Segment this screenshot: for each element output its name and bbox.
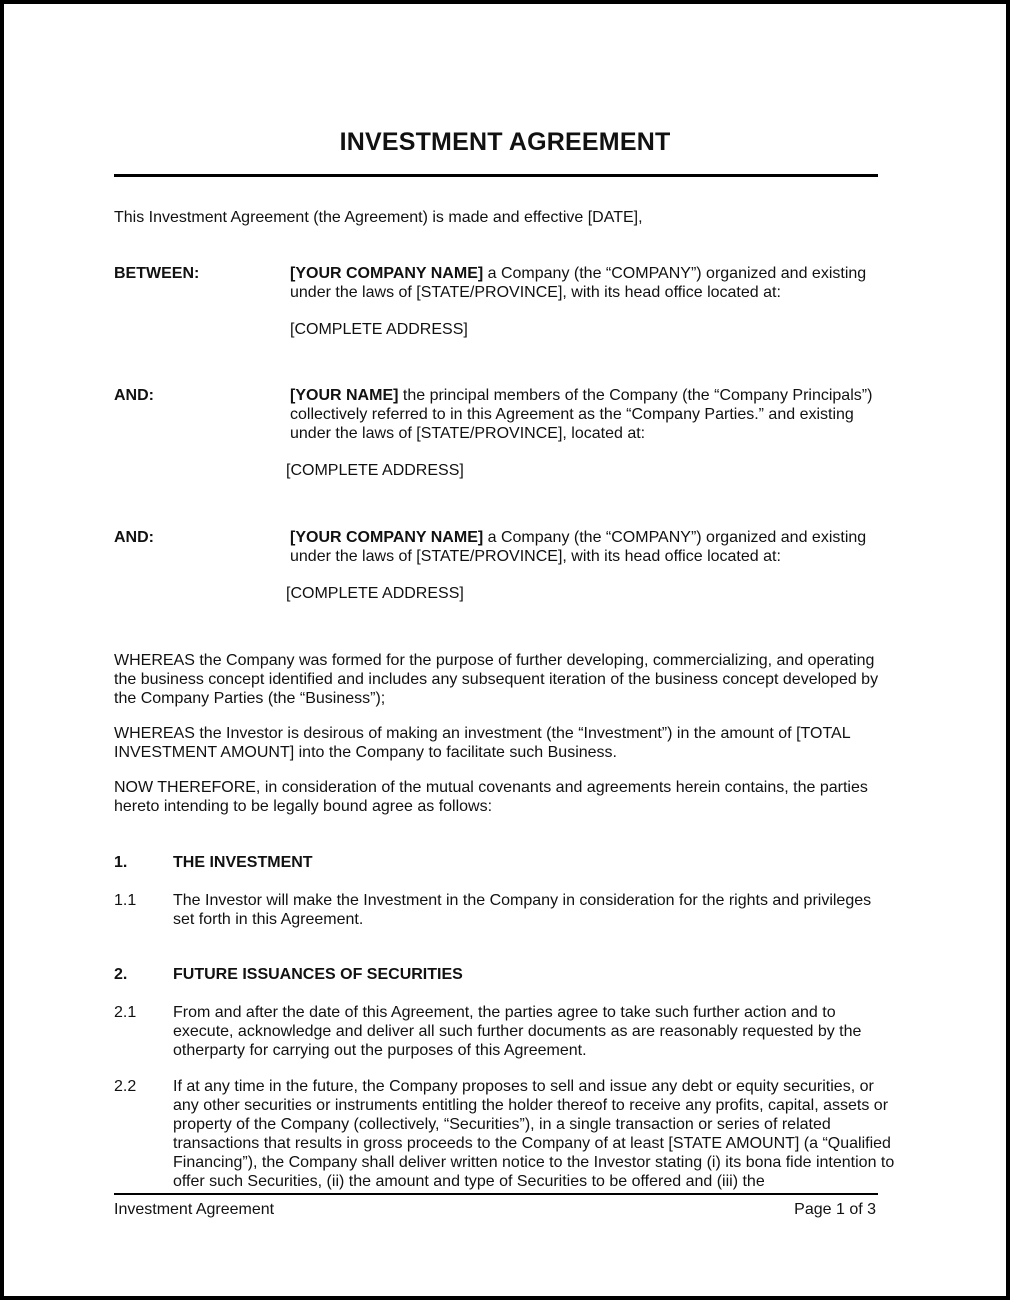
clause-number: 2.2 <box>114 1078 137 1095</box>
party-2-rest: collectively referred to in this Agreement as the “Company Parties.” and existing under the laws of [STATE/PROVINCE], located at: <box>290 406 854 442</box>
party-2-name: [YOUR NAME] <box>290 387 399 404</box>
party-3-address: [COMPLETE ADDRESS] <box>286 585 464 602</box>
recital-paragraph: WHEREAS the Investor is desirous of making an investment (the “Investment”) in the amount of [TOTAL INVESTMENT AMOUNT] into the Company to facilitate such Business. <box>114 725 851 761</box>
title-divider <box>114 174 878 177</box>
clause-text: From and after the date of this Agreement, the parties agree to take such further action and to execute, acknowledge and deliver all such further documents as are reasonably requested by the otherparty for carrying out the purposes of this Agreement. <box>173 1004 862 1059</box>
intro-paragraph: This Investment Agreement (the Agreement) is made and effective [DATE], <box>114 209 643 226</box>
party-1-rest: under the laws of [STATE/PROVINCE], with its head office located at: <box>290 284 781 301</box>
party-1-line1: a Company (the “COMPANY”) organized and existing <box>483 265 867 282</box>
party-2-line1: the principal members of the Company (the “Company Principals”) <box>398 387 873 404</box>
clause-text: If at any time in the future, the Company proposes to sell and issue any debt or equity securities, or any other securities or instruments entitling the holder thereof to receive any profits, capital, assets or property of the Company (collectively, “Securities”), in a single transaction or series of related transactions that results in gross proceeds to the Company of at least [STATE AMOUNT] (a “Qualified Financing”), the Company shall deliver written notice to the Investor stating (i) its bona fide intention to offer such Securities, (ii) the amount and type of Securities to be offered and (iii) the <box>173 1078 895 1190</box>
party-3-line1: a Company (the “COMPANY”) organized and existing <box>483 529 867 546</box>
section-number: 1. <box>114 854 128 871</box>
clause-number: 1.1 <box>114 892 137 909</box>
footer-document-name: Investment Agreement <box>114 1201 275 1218</box>
party-1-name: [YOUR COMPANY NAME] <box>290 265 484 282</box>
party-3-name: [YOUR COMPANY NAME] <box>290 529 484 546</box>
party-label-and-1: AND: <box>114 387 154 404</box>
party-1-text <box>290 264 900 302</box>
recital-paragraph: NOW THEREFORE, in consideration of the mutual covenants and agreements herein contains, the parties hereto intending to be legally bound agree as follows: <box>114 779 868 815</box>
clause-text: The Investor will make the Investment in the Company in consideration for the rights and privileges set forth in this Agreement. <box>173 892 872 928</box>
section-title: FUTURE ISSUANCES OF SECURITIES <box>173 966 463 983</box>
footer-divider <box>114 1193 878 1195</box>
document-title: INVESTMENT AGREEMENT <box>339 128 671 156</box>
party-label-between: BETWEEN: <box>114 265 200 282</box>
footer-page-number: Page 1 of 3 <box>794 1201 876 1218</box>
party-2-text <box>290 386 890 443</box>
party-1-address: [COMPLETE ADDRESS] <box>290 321 468 338</box>
party-2-address: [COMPLETE ADDRESS] <box>286 462 464 479</box>
party-3-text <box>290 528 900 566</box>
recital-paragraph: WHEREAS the Company was formed for the purpose of further developing, commercializing, and operating the business concept identified and includes any subsequent iteration of the business concept developed by the Company Parties (the “Business”); <box>114 652 879 707</box>
party-3-rest: under the laws of [STATE/PROVINCE], with its head office located at: <box>290 548 781 565</box>
party-label-and-2: AND: <box>114 529 154 546</box>
section-title: THE INVESTMENT <box>173 854 313 871</box>
clause-number: 2.1 <box>114 1004 137 1021</box>
section-number: 2. <box>114 966 128 983</box>
